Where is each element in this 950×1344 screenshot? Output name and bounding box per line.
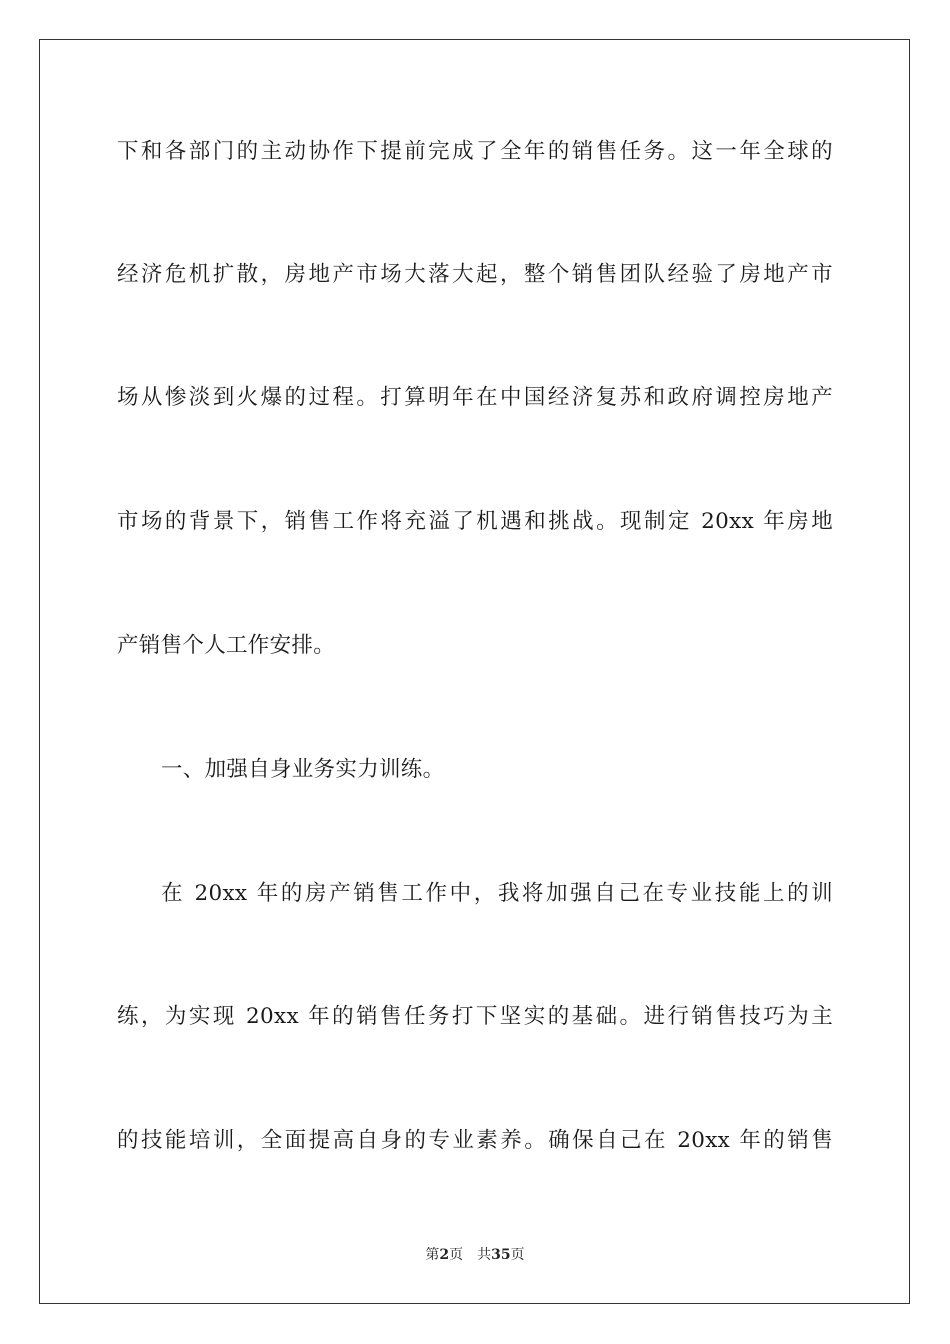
body-text-line-8: 练，为实现 20xx 年的销售任务打下坚实的基础。进行销售技巧为主 bbox=[117, 1004, 833, 1029]
body-text-line-4: 市场的背景下，销售工作将充溢了机遇和挑战。现制定 20xx 年房地 bbox=[117, 509, 833, 534]
body-text-line-5: 产销售个人工作安排。 bbox=[117, 633, 336, 658]
footer-page-prefix: 第 bbox=[425, 1247, 440, 1263]
footer-total-suffix: 页 bbox=[510, 1247, 525, 1263]
section-heading: 一、加强自身业务实力训练。 bbox=[161, 757, 445, 782]
footer-total-number: 35 bbox=[491, 1247, 511, 1263]
body-text-line-9: 的技能培训，全面提高自身的专业素养。确保自己在 20xx 年的销售 bbox=[117, 1128, 833, 1153]
body-text-line-1: 下和各部门的主动协作下提前完成了全年的销售任务。这一年全球的 bbox=[117, 139, 833, 164]
footer-page-number: 2 bbox=[439, 1247, 450, 1263]
body-text-line-3: 场从惨淡到火爆的过程。打算明年在中国经济复苏和政府调控房地产 bbox=[117, 385, 833, 410]
body-text-line-7: 在 20xx 年的房产销售工作中，我将加强自己在专业技能上的训 bbox=[161, 881, 833, 906]
body-text-line-2: 经济危机扩散，房地产市场大落大起，整个销售团队经验了房地产市 bbox=[117, 262, 833, 287]
page-border bbox=[39, 39, 910, 1304]
page-footer bbox=[0, 1245, 950, 1265]
footer-total-prefix: 共 bbox=[477, 1247, 492, 1263]
footer-page-suffix: 页 bbox=[449, 1247, 464, 1263]
